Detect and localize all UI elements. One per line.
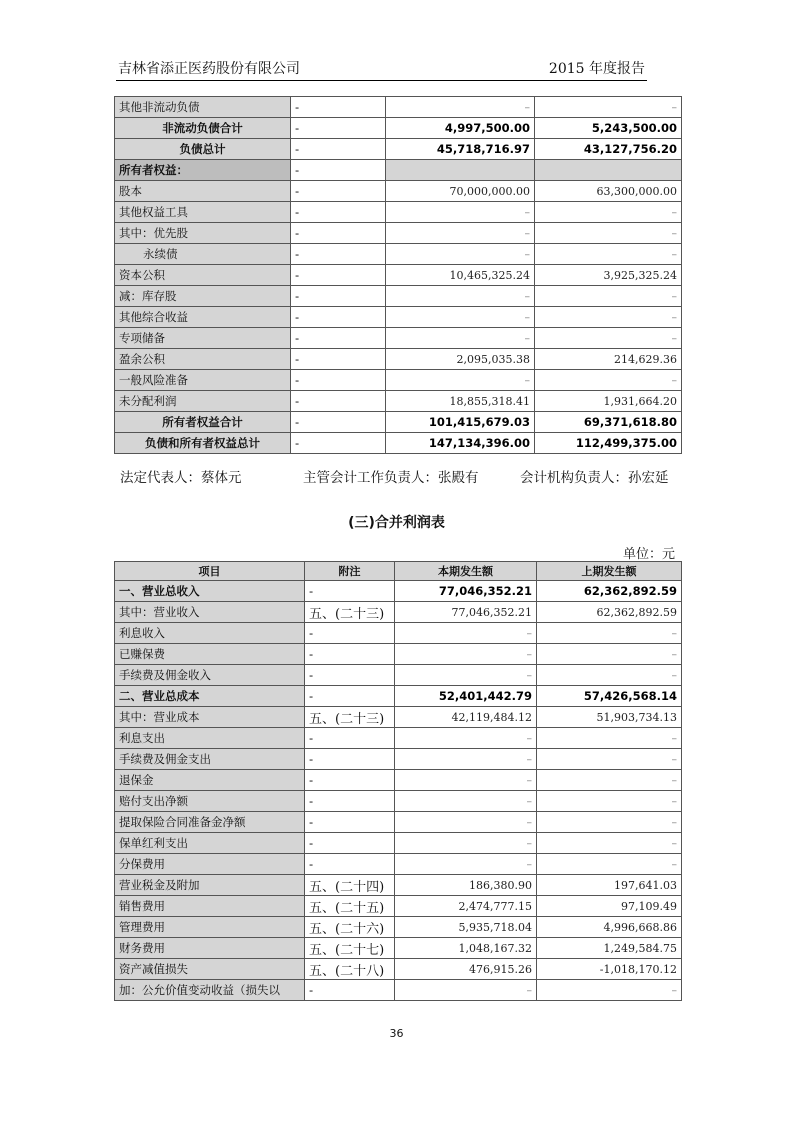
table-row bbox=[115, 875, 682, 896]
current-period-value bbox=[386, 160, 535, 181]
row-note: 五、(二十七) bbox=[305, 938, 395, 959]
current-period-value: – bbox=[395, 812, 537, 833]
column-header: 项目 bbox=[115, 562, 305, 581]
current-period-value: – bbox=[395, 749, 537, 770]
column-header: 上期发生额 bbox=[537, 562, 682, 581]
current-period-value: 42,119,484.12 bbox=[395, 707, 537, 728]
table-row bbox=[115, 980, 682, 1001]
page-number: 36 bbox=[389, 1027, 404, 1040]
page-header bbox=[116, 58, 647, 81]
table-row bbox=[115, 854, 682, 875]
prior-period-value: 51,903,734.13 bbox=[537, 707, 682, 728]
row-note: - bbox=[305, 833, 395, 854]
row-label: 财务费用 bbox=[115, 938, 305, 959]
company-name: 吉林省添正医药股份有限公司 bbox=[118, 61, 300, 77]
prior-period-value: 63,300,000.00 bbox=[535, 181, 682, 202]
row-label: 其他权益工具 bbox=[115, 202, 291, 223]
row-label: 其他非流动负债 bbox=[115, 97, 291, 118]
row-note: - bbox=[291, 139, 386, 160]
row-note: - bbox=[291, 307, 386, 328]
row-label: 二、营业总成本 bbox=[115, 686, 305, 707]
current-period-value: – bbox=[395, 770, 537, 791]
table-row bbox=[115, 602, 682, 623]
row-note: 五、(二十三) bbox=[305, 602, 395, 623]
prior-period-value: – bbox=[537, 812, 682, 833]
current-period-value: – bbox=[395, 980, 537, 1001]
row-label: 其中：营业收入 bbox=[115, 602, 305, 623]
current-period-value: 2,474,777.15 bbox=[395, 896, 537, 917]
row-note: - bbox=[291, 286, 386, 307]
current-period-value: 5,935,718.04 bbox=[395, 917, 537, 938]
row-note: - bbox=[291, 118, 386, 139]
table-row bbox=[115, 749, 682, 770]
table-row bbox=[115, 791, 682, 812]
table-row bbox=[115, 665, 682, 686]
table-row bbox=[115, 812, 682, 833]
table-row bbox=[115, 307, 682, 328]
table-row bbox=[115, 328, 682, 349]
income-statement-table bbox=[114, 561, 682, 1001]
prior-period-value: – bbox=[535, 97, 682, 118]
row-label: 分保费用 bbox=[115, 854, 305, 875]
prior-period-value: 1,249,584.75 bbox=[537, 938, 682, 959]
row-label: 赔付支出净额 bbox=[115, 791, 305, 812]
row-label: 资本公积 bbox=[115, 265, 291, 286]
table-row bbox=[115, 139, 682, 160]
row-note: 五、(二十四) bbox=[305, 875, 395, 896]
accounting-org-head: 会计机构负责人：孙宏延 bbox=[520, 470, 669, 486]
table-row bbox=[115, 728, 682, 749]
row-note: - bbox=[291, 265, 386, 286]
prior-period-value: 197,641.03 bbox=[537, 875, 682, 896]
prior-period-value: – bbox=[537, 665, 682, 686]
row-label: 加：公允价值变动收益（损失以 bbox=[115, 980, 305, 1001]
prior-period-value: 112,499,375.00 bbox=[535, 433, 682, 454]
row-note: 五、(二十五) bbox=[305, 896, 395, 917]
table-row bbox=[115, 896, 682, 917]
table-row bbox=[115, 202, 682, 223]
prior-period-value: – bbox=[535, 370, 682, 391]
prior-period-value: -1,018,170.12 bbox=[537, 959, 682, 980]
row-label: 一般风险准备 bbox=[115, 370, 291, 391]
row-label: 非流动负债合计 bbox=[115, 118, 291, 139]
row-label: 管理费用 bbox=[115, 917, 305, 938]
row-label: 销售费用 bbox=[115, 896, 305, 917]
row-note: - bbox=[291, 244, 386, 265]
prior-period-value: 214,629.36 bbox=[535, 349, 682, 370]
table-row bbox=[115, 97, 682, 118]
prior-period-value: – bbox=[535, 244, 682, 265]
prior-period-value: – bbox=[537, 854, 682, 875]
row-note: - bbox=[291, 370, 386, 391]
prior-period-value: – bbox=[537, 749, 682, 770]
row-note: 五、(二十三) bbox=[305, 707, 395, 728]
current-period-value: 70,000,000.00 bbox=[386, 181, 535, 202]
row-note: - bbox=[305, 980, 395, 1001]
prior-period-value: – bbox=[537, 791, 682, 812]
income-header-row bbox=[115, 562, 682, 581]
prior-period-value: 69,371,618.80 bbox=[535, 412, 682, 433]
prior-period-value: 57,426,568.14 bbox=[537, 686, 682, 707]
current-period-value: – bbox=[395, 854, 537, 875]
table-row bbox=[115, 433, 682, 454]
row-label: 永续债 bbox=[115, 244, 291, 265]
unit-label: 单位：元 bbox=[622, 547, 675, 562]
table-row bbox=[115, 223, 682, 244]
current-period-value: 45,718,716.97 bbox=[386, 139, 535, 160]
row-label: 提取保险合同准备金净额 bbox=[115, 812, 305, 833]
row-label: 其中：营业成本 bbox=[115, 707, 305, 728]
current-period-value: – bbox=[395, 833, 537, 854]
prior-period-value: – bbox=[537, 770, 682, 791]
row-label: 负债和所有者权益总计 bbox=[115, 433, 291, 454]
row-label: 已赚保费 bbox=[115, 644, 305, 665]
row-label: 手续费及佣金支出 bbox=[115, 749, 305, 770]
row-note: - bbox=[305, 686, 395, 707]
row-label: 营业税金及附加 bbox=[115, 875, 305, 896]
prior-period-value: – bbox=[537, 980, 682, 1001]
legal-representative: 法定代表人：蔡体元 bbox=[120, 470, 242, 486]
current-period-value: – bbox=[395, 791, 537, 812]
table-row bbox=[115, 160, 682, 181]
row-note: 五、(二十六) bbox=[305, 917, 395, 938]
current-period-value: – bbox=[386, 223, 535, 244]
row-note: - bbox=[291, 181, 386, 202]
row-label: 专项储备 bbox=[115, 328, 291, 349]
row-note: - bbox=[291, 97, 386, 118]
row-note: - bbox=[291, 328, 386, 349]
row-note: - bbox=[291, 223, 386, 244]
row-label: 保单红利支出 bbox=[115, 833, 305, 854]
current-period-value: 147,134,396.00 bbox=[386, 433, 535, 454]
row-note: - bbox=[305, 791, 395, 812]
current-period-value: – bbox=[386, 307, 535, 328]
report-title: 2015 年度报告 bbox=[548, 61, 645, 77]
prior-period-value: – bbox=[535, 202, 682, 223]
current-period-value: 10,465,325.24 bbox=[386, 265, 535, 286]
table-row bbox=[115, 349, 682, 370]
current-period-value: – bbox=[395, 644, 537, 665]
row-note: - bbox=[291, 160, 386, 181]
table-row bbox=[115, 644, 682, 665]
prior-period-value: – bbox=[537, 644, 682, 665]
prior-period-value: 62,362,892.59 bbox=[537, 581, 682, 602]
table-row bbox=[115, 181, 682, 202]
row-note: - bbox=[305, 749, 395, 770]
prior-period-value: – bbox=[535, 328, 682, 349]
table-row bbox=[115, 412, 682, 433]
current-period-value: 101,415,679.03 bbox=[386, 412, 535, 433]
row-label: 其中：优先股 bbox=[115, 223, 291, 244]
balance-sheet-table bbox=[114, 96, 682, 454]
prior-period-value: 4,996,668.86 bbox=[537, 917, 682, 938]
current-period-value: 4,997,500.00 bbox=[386, 118, 535, 139]
current-period-value: 2,095,035.38 bbox=[386, 349, 535, 370]
table-row bbox=[115, 833, 682, 854]
prior-period-value: 62,362,892.59 bbox=[537, 602, 682, 623]
row-label: 所有者权益合计 bbox=[115, 412, 291, 433]
current-period-value: 476,915.26 bbox=[395, 959, 537, 980]
row-label: 一、营业总收入 bbox=[115, 581, 305, 602]
row-note: - bbox=[305, 623, 395, 644]
row-note: - bbox=[305, 770, 395, 791]
current-period-value: – bbox=[386, 202, 535, 223]
current-period-value: – bbox=[386, 286, 535, 307]
table-row bbox=[115, 370, 682, 391]
prior-period-value: 97,109.49 bbox=[537, 896, 682, 917]
current-period-value: – bbox=[386, 244, 535, 265]
table-row bbox=[115, 286, 682, 307]
prior-period-value: – bbox=[537, 728, 682, 749]
current-period-value: – bbox=[386, 370, 535, 391]
accounting-supervisor: 主管会计工作负责人：张殿有 bbox=[303, 470, 479, 486]
prior-period-value: – bbox=[537, 833, 682, 854]
row-label: 股本 bbox=[115, 181, 291, 202]
table-row bbox=[115, 391, 682, 412]
row-label: 盈余公积 bbox=[115, 349, 291, 370]
income-statement-title: (三)合并利润表 bbox=[348, 515, 445, 531]
table-row bbox=[115, 770, 682, 791]
table-row bbox=[115, 118, 682, 139]
row-note: - bbox=[305, 581, 395, 602]
row-note: - bbox=[305, 728, 395, 749]
row-note: - bbox=[305, 644, 395, 665]
prior-period-value bbox=[535, 160, 682, 181]
current-period-value: – bbox=[395, 623, 537, 644]
current-period-value: – bbox=[386, 328, 535, 349]
prior-period-value: – bbox=[535, 307, 682, 328]
current-period-value: 77,046,352.21 bbox=[395, 602, 537, 623]
current-period-value: 18,855,318.41 bbox=[386, 391, 535, 412]
current-period-value: 1,048,167.32 bbox=[395, 938, 537, 959]
row-label: 其他综合收益 bbox=[115, 307, 291, 328]
current-period-value: 77,046,352.21 bbox=[395, 581, 537, 602]
prior-period-value: – bbox=[537, 623, 682, 644]
row-label: 未分配利润 bbox=[115, 391, 291, 412]
current-period-value: 186,380.90 bbox=[395, 875, 537, 896]
column-header: 附注 bbox=[305, 562, 395, 581]
table-row bbox=[115, 623, 682, 644]
prior-period-value: – bbox=[535, 286, 682, 307]
current-period-value: – bbox=[395, 728, 537, 749]
prior-period-value: 5,243,500.00 bbox=[535, 118, 682, 139]
row-note: - bbox=[305, 665, 395, 686]
current-period-value: 52,401,442.79 bbox=[395, 686, 537, 707]
row-note: - bbox=[305, 854, 395, 875]
table-row bbox=[115, 707, 682, 728]
table-row bbox=[115, 959, 682, 980]
row-note: - bbox=[291, 202, 386, 223]
current-period-value: – bbox=[395, 665, 537, 686]
prior-period-value: 3,925,325.24 bbox=[535, 265, 682, 286]
column-header: 本期发生额 bbox=[395, 562, 537, 581]
prior-period-value: 43,127,756.20 bbox=[535, 139, 682, 160]
table-row bbox=[115, 938, 682, 959]
row-note: - bbox=[291, 412, 386, 433]
row-note: - bbox=[291, 349, 386, 370]
row-label: 减：库存股 bbox=[115, 286, 291, 307]
row-label: 负债总计 bbox=[115, 139, 291, 160]
row-note: 五、(二十八) bbox=[305, 959, 395, 980]
row-label: 资产减值损失 bbox=[115, 959, 305, 980]
table-row bbox=[115, 265, 682, 286]
table-row bbox=[115, 244, 682, 265]
table-row bbox=[115, 686, 682, 707]
prior-period-value: 1,931,664.20 bbox=[535, 391, 682, 412]
row-label: 利息支出 bbox=[115, 728, 305, 749]
table-row bbox=[115, 917, 682, 938]
row-note: - bbox=[291, 391, 386, 412]
row-label: 所有者权益： bbox=[115, 160, 291, 181]
table-row bbox=[115, 581, 682, 602]
row-label: 手续费及佣金收入 bbox=[115, 665, 305, 686]
row-label: 退保金 bbox=[115, 770, 305, 791]
prior-period-value: – bbox=[535, 223, 682, 244]
current-period-value: – bbox=[386, 97, 535, 118]
row-note: - bbox=[291, 433, 386, 454]
row-label: 利息收入 bbox=[115, 623, 305, 644]
row-note: - bbox=[305, 812, 395, 833]
